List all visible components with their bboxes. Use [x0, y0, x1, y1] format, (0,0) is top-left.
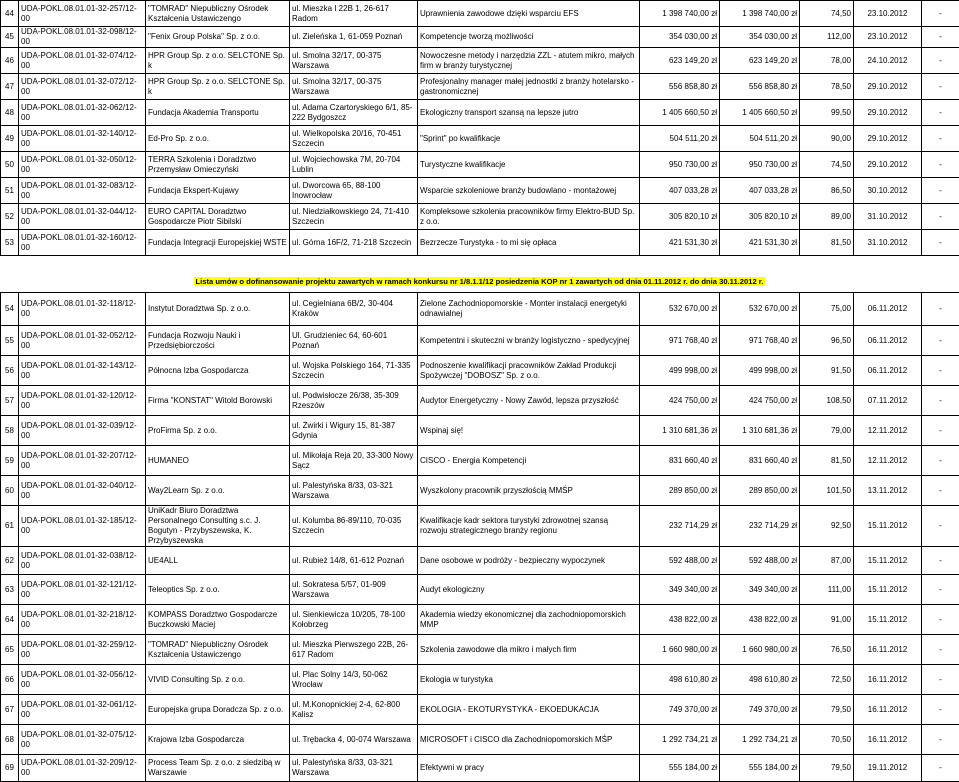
project-value: 532 670,00 zł — [640, 293, 720, 326]
score: 87,00 — [800, 547, 854, 575]
notes: - — [922, 178, 959, 204]
agreement-number: UDA-POKL.08.01.01-32-075/12-00 — [19, 725, 146, 755]
notes: - — [922, 230, 959, 256]
row-number: 67 — [1, 695, 19, 725]
beneficiary-address: ul. Smolna 32/17, 00-375 Warszawa — [290, 48, 418, 74]
score: 81,50 — [800, 446, 854, 476]
score: 96,50 — [800, 326, 854, 356]
project-value: 623 149,20 zł — [640, 48, 720, 74]
notes: - — [922, 386, 959, 416]
row-number: 55 — [1, 326, 19, 356]
row-number: 47 — [1, 74, 19, 100]
beneficiary-name: ProFirma Sp. z o.o. — [146, 416, 290, 446]
beneficiary-name: Way2Learn Sp. z o.o. — [146, 476, 290, 506]
project-value: 950 730,00 zł — [640, 152, 720, 178]
table-row — [1, 326, 959, 356]
funding-value: 498 610,80 zł — [720, 665, 800, 695]
signing-date: 07.11.2012 — [854, 386, 922, 416]
score: 99,50 — [800, 100, 854, 126]
agreement-number: UDA-POKL.08.01.01-32-098/12-00 — [19, 27, 146, 48]
beneficiary-address: ul. M.Konopnickiej 2-4, 62-800 Kalisz — [290, 695, 418, 725]
signing-date: 30.10.2012 — [854, 178, 922, 204]
beneficiary-name: "TOMRAD" Niepubliczny Ośrodek Kształcenia Ustawiczengo — [146, 635, 290, 665]
beneficiary-name: KOMPASS Doradztwo Gospodarcze Buczkowski Maciej — [146, 605, 290, 635]
table-row — [1, 605, 959, 635]
notes: - — [922, 446, 959, 476]
notes: - — [922, 1, 959, 27]
beneficiary-address: ul. Żwirki i Wigury 15, 81-387 Gdynia — [290, 416, 418, 446]
agreement-number: UDA-POKL.08.01.01-32-083/12-00 — [19, 178, 146, 204]
beneficiary-address: ul. Adama Czartoryskiego 6/1, 85-222 Bydgoszcz — [290, 100, 418, 126]
beneficiary-name: UniKadr Biuro Doradztwa Personalnego Consulting s.c. J. Bogutyn - Przybyszewska, K. Przybyszewska — [146, 506, 290, 547]
project-title: Akademia wiedzy ekonomicznej dla zachodniopomorskich MMP — [418, 605, 640, 635]
project-value: 831 660,40 zł — [640, 446, 720, 476]
funding-value: 349 340,00 zł — [720, 575, 800, 605]
project-value: 1 398 740,00 zł — [640, 1, 720, 27]
project-value: 555 184,00 zł — [640, 755, 720, 782]
agreement-number: UDA-POKL.08.01.01-32-121/12-00 — [19, 575, 146, 605]
project-title: Kompleksowe szkolenia pracowników firmy Elektro-BUD Sp. z o.o. — [418, 204, 640, 230]
funding-value: 1 310 681,36 zł — [720, 416, 800, 446]
funding-value: 555 184,00 zł — [720, 755, 800, 782]
contracts-table-october — [0, 0, 959, 256]
notes: - — [922, 27, 959, 48]
project-title: Wyszkolony pracownik przyszłością MMŚP — [418, 476, 640, 506]
project-value: 498 610,80 zł — [640, 665, 720, 695]
signing-date: 12.11.2012 — [854, 416, 922, 446]
beneficiary-address: ul. Cegielniana 6B/2, 30-404 Kraków — [290, 293, 418, 326]
beneficiary-name: "Fenix Group Polska" Sp. z o.o. — [146, 27, 290, 48]
beneficiary-name: EURO CAPITAL Doradztwo Gospodarcze Piotr Sibilski — [146, 204, 290, 230]
row-number: 68 — [1, 725, 19, 755]
notes: - — [922, 755, 959, 782]
project-value: 438 822,00 zł — [640, 605, 720, 635]
funding-value: 424 750,00 zł — [720, 386, 800, 416]
signing-date: 12.11.2012 — [854, 446, 922, 476]
funding-value: 831 660,40 zł — [720, 446, 800, 476]
project-value: 407 033,28 zł — [640, 178, 720, 204]
project-title: Szkolenia zawodowe dla mikro i małych firm — [418, 635, 640, 665]
beneficiary-name: Teleoptics Sp. z o.o. — [146, 575, 290, 605]
funding-value: 289 850,00 zł — [720, 476, 800, 506]
table-row — [1, 126, 959, 152]
beneficiary-name: Europejska grupa Doradcza Sp. z o.o. — [146, 695, 290, 725]
row-number: 54 — [1, 293, 19, 326]
funding-value: 504 511,20 zł — [720, 126, 800, 152]
beneficiary-address: ul. Sienkiewicza 10/205, 78-100 Kołobrzeg — [290, 605, 418, 635]
project-title: Audyt ekologiczny — [418, 575, 640, 605]
notes: - — [922, 204, 959, 230]
project-value: 289 850,00 zł — [640, 476, 720, 506]
project-title: CISCO - Energia Kompetencji — [418, 446, 640, 476]
beneficiary-name: Fundacja Rozwoju Nauki i Przedsiębiorczości — [146, 326, 290, 356]
notes: - — [922, 356, 959, 386]
beneficiary-name: UE4ALL — [146, 547, 290, 575]
project-value: 1 310 681,36 zł — [640, 416, 720, 446]
notes: - — [922, 74, 959, 100]
beneficiary-address: ul. Wielkopolska 20/16, 70-451 Szczecin — [290, 126, 418, 152]
row-number: 49 — [1, 126, 19, 152]
table-row — [1, 152, 959, 178]
project-title: Uprawnienia zawodowe dzięki wsparciu EFS — [418, 1, 640, 27]
signing-date: 16.11.2012 — [854, 635, 922, 665]
notes: - — [922, 126, 959, 152]
beneficiary-name: Process Team Sp. z o.o. z siedzibą w Warszawie — [146, 755, 290, 782]
notes: - — [922, 506, 959, 547]
row-number: 53 — [1, 230, 19, 256]
beneficiary-name: HPR Group Sp. z o.o. SELCTONE Sp. k — [146, 74, 290, 100]
notes: - — [922, 152, 959, 178]
signing-date: 23.10.2012 — [854, 1, 922, 27]
beneficiary-address: ul. Podwisłocze 26/38, 35-309 Rzeszów — [290, 386, 418, 416]
project-value: 971 768,40 zł — [640, 326, 720, 356]
project-title: Dane osobowe w podróży - bezpieczny wypoczynek — [418, 547, 640, 575]
row-number: 52 — [1, 204, 19, 230]
agreement-number: UDA-POKL.08.01.01-32-140/12-00 — [19, 126, 146, 152]
project-title: Wspinaj się! — [418, 416, 640, 446]
row-number: 66 — [1, 665, 19, 695]
signing-date: 15.11.2012 — [854, 547, 922, 575]
project-value: 349 340,00 zł — [640, 575, 720, 605]
score: 91,50 — [800, 356, 854, 386]
table-row — [1, 356, 959, 386]
row-number: 51 — [1, 178, 19, 204]
row-number: 50 — [1, 152, 19, 178]
row-number: 57 — [1, 386, 19, 416]
project-title: MICROSOFT i CISCO dla Zachodniopomorskich MŚP — [418, 725, 640, 755]
beneficiary-address: ul. Plac Solny 14/3, 50-062 Wrocław — [290, 665, 418, 695]
notes: - — [922, 547, 959, 575]
project-value: 499 998,00 zł — [640, 356, 720, 386]
table-row — [1, 506, 959, 547]
table-row — [1, 293, 959, 326]
table-row — [1, 386, 959, 416]
funding-value: 407 033,28 zł — [720, 178, 800, 204]
score: 92,50 — [800, 506, 854, 547]
beneficiary-address: ul. Rubież 14/8, 61-612 Poznań — [290, 547, 418, 575]
beneficiary-address: ul. Wojska Polskiego 164, 71-335 Szczecin — [290, 356, 418, 386]
table-row — [1, 575, 959, 605]
row-number: 58 — [1, 416, 19, 446]
project-value: 354 030,00 zł — [640, 27, 720, 48]
funding-value: 971 768,40 zł — [720, 326, 800, 356]
notes: - — [922, 575, 959, 605]
notes: - — [922, 326, 959, 356]
signing-date: 29.10.2012 — [854, 126, 922, 152]
score: 72,50 — [800, 665, 854, 695]
signing-date: 16.11.2012 — [854, 665, 922, 695]
notes: - — [922, 293, 959, 326]
funding-value: 1 405 660,50 zł — [720, 100, 800, 126]
signing-date: 06.11.2012 — [854, 293, 922, 326]
project-title: Zielone Zachodniopomorskie - Monter instalacji energetyki odnawialnej — [418, 293, 640, 326]
beneficiary-address: ul. Trębacka 4, 00-074 Warszawa — [290, 725, 418, 755]
score: 79,00 — [800, 416, 854, 446]
row-number: 44 — [1, 1, 19, 27]
agreement-number: UDA-POKL.08.01.01-32-061/12-00 — [19, 695, 146, 725]
project-value: 421 531,30 zł — [640, 230, 720, 256]
project-title: Ekologiczny transport szansą na lepsze jutro — [418, 100, 640, 126]
signing-date: 31.10.2012 — [854, 230, 922, 256]
agreement-number: UDA-POKL.08.01.01-32-062/12-00 — [19, 100, 146, 126]
score: 70,50 — [800, 725, 854, 755]
table-row — [1, 27, 959, 48]
table-row — [1, 416, 959, 446]
funding-value: 354 030,00 zł — [720, 27, 800, 48]
notes: - — [922, 665, 959, 695]
section-title-text: Lista umów o dofinansowanie projektu zawartych w ramach konkursu nr 1/8.1.1/12 posiedzenia KOP nr 1 zawartych od dnia 01.11.2012 r. do dnia 30.11.2012 r. — [194, 277, 766, 286]
agreement-number: UDA-POKL.08.01.01-32-118/12-00 — [19, 293, 146, 326]
score: 101,50 — [800, 476, 854, 506]
score: 86,50 — [800, 178, 854, 204]
agreement-number: UDA-POKL.08.01.01-32-050/12-00 — [19, 152, 146, 178]
agreement-number: UDA-POKL.08.01.01-32-207/12-00 — [19, 446, 146, 476]
project-value: 305 820,10 zł — [640, 204, 720, 230]
table-row — [1, 635, 959, 665]
funding-value: 592 488,00 zł — [720, 547, 800, 575]
funding-value: 438 822,00 zł — [720, 605, 800, 635]
agreement-number: UDA-POKL.08.01.01-32-044/12-00 — [19, 204, 146, 230]
agreement-number: UDA-POKL.08.01.01-32-143/12-00 — [19, 356, 146, 386]
signing-date: 23.10.2012 — [854, 27, 922, 48]
table-row — [1, 725, 959, 755]
row-number: 48 — [1, 100, 19, 126]
project-value: 232 714,29 zł — [640, 506, 720, 547]
table-row — [1, 204, 959, 230]
project-title: Kwalifikacje kadr sektora turystyki zdrowotnej szansą rozwoju strategicznego branży regionu — [418, 506, 640, 547]
funding-value: 532 670,00 zł — [720, 293, 800, 326]
score: 89,00 — [800, 204, 854, 230]
signing-date: 31.10.2012 — [854, 204, 922, 230]
table-row — [1, 230, 959, 256]
section-title — [0, 277, 959, 289]
funding-value: 749 370,00 zł — [720, 695, 800, 725]
score: 108,50 — [800, 386, 854, 416]
signing-date: 16.11.2012 — [854, 695, 922, 725]
beneficiary-name: Firma "KONSTAT" Witold Borowski — [146, 386, 290, 416]
row-number: 62 — [1, 547, 19, 575]
beneficiary-address: ul. Wojciechowska 7M, 20-704 Lublin — [290, 152, 418, 178]
table-row — [1, 48, 959, 74]
project-title: EKOLOGIA - EKOTURYSTYKA - EKOEDUKACJA — [418, 695, 640, 725]
table-row — [1, 74, 959, 100]
row-number: 45 — [1, 27, 19, 48]
agreement-number: UDA-POKL.08.01.01-32-160/12-00 — [19, 230, 146, 256]
signing-date: 29.10.2012 — [854, 74, 922, 100]
project-value: 749 370,00 zł — [640, 695, 720, 725]
beneficiary-address: Ul. Grudzieniec 64, 60-601 Poznań — [290, 326, 418, 356]
agreement-number: UDA-POKL.08.01.01-32-185/12-00 — [19, 506, 146, 547]
agreement-number: UDA-POKL.08.01.01-32-040/12-00 — [19, 476, 146, 506]
table-row — [1, 665, 959, 695]
beneficiary-name: VIVID Consulting Sp. z o.o. — [146, 665, 290, 695]
score: 76,50 — [800, 635, 854, 665]
table-row — [1, 100, 959, 126]
signing-date: 24.10.2012 — [854, 48, 922, 74]
beneficiary-address: ul. Górna 16F/2, 71-218 Szczecin — [290, 230, 418, 256]
agreement-number: UDA-POKL.08.01.01-32-120/12-00 — [19, 386, 146, 416]
project-title: Nowoczesne metody i narzędzia ZZL - atutem mikro, małych firm w branży turystycznej — [418, 48, 640, 74]
notes: - — [922, 725, 959, 755]
beneficiary-address: ul. Niedziałkowskiego 24, 71-410 Szczecin — [290, 204, 418, 230]
agreement-number: UDA-POKL.08.01.01-32-038/12-00 — [19, 547, 146, 575]
row-number: 69 — [1, 755, 19, 782]
project-title: Audytor Energetyczny - Nowy Zawód, lepsza przyszłość — [418, 386, 640, 416]
funding-value: 305 820,10 zł — [720, 204, 800, 230]
agreement-number: UDA-POKL.08.01.01-32-056/12-00 — [19, 665, 146, 695]
signing-date: 16.11.2012 — [854, 725, 922, 755]
row-number: 64 — [1, 605, 19, 635]
project-value: 592 488,00 zł — [640, 547, 720, 575]
project-title: Turystyczne kwalifikacje — [418, 152, 640, 178]
funding-value: 421 531,30 zł — [720, 230, 800, 256]
beneficiary-address: ul. Mieszka I 22B 1, 26-617 Radom — [290, 1, 418, 27]
funding-value: 232 714,29 zł — [720, 506, 800, 547]
beneficiary-address: ul. Kolumba 86-89/110, 70-035 Szczecin — [290, 506, 418, 547]
score: 74,50 — [800, 152, 854, 178]
beneficiary-name: Fundacja Ekspert-Kujawy — [146, 178, 290, 204]
funding-value: 499 998,00 zł — [720, 356, 800, 386]
agreement-number: UDA-POKL.08.01.01-32-259/12-00 — [19, 635, 146, 665]
beneficiary-address: ul. Palestyńska 8/33, 03-321 Warszawa — [290, 755, 418, 782]
notes: - — [922, 695, 959, 725]
notes: - — [922, 635, 959, 665]
beneficiary-address: ul. Zieleńska 1, 61-059 Poznań — [290, 27, 418, 48]
funding-value: 1 398 740,00 zł — [720, 1, 800, 27]
notes: - — [922, 416, 959, 446]
agreement-number: UDA-POKL.08.01.01-32-052/12-00 — [19, 326, 146, 356]
score: 79,50 — [800, 695, 854, 725]
notes: - — [922, 48, 959, 74]
signing-date: 29.10.2012 — [854, 100, 922, 126]
project-title: Bezrzecze Turystyka - to mi się opłaca — [418, 230, 640, 256]
score: 78,00 — [800, 48, 854, 74]
agreement-number: UDA-POKL.08.01.01-32-072/12-00 — [19, 74, 146, 100]
agreement-number: UDA-POKL.08.01.01-32-074/12-00 — [19, 48, 146, 74]
score: 75,00 — [800, 293, 854, 326]
funding-value: 1 660 980,00 zł — [720, 635, 800, 665]
signing-date: 15.11.2012 — [854, 506, 922, 547]
beneficiary-name: Ed-Pro Sp. z o.o. — [146, 126, 290, 152]
signing-date: 15.11.2012 — [854, 575, 922, 605]
funding-value: 950 730,00 zł — [720, 152, 800, 178]
row-number: 46 — [1, 48, 19, 74]
project-title: Profesjonalny manager małej jednostki z branży hotelarsko - gastronomicznej — [418, 74, 640, 100]
row-number: 59 — [1, 446, 19, 476]
beneficiary-address: ul. Mikołaja Reja 20, 33-300 Nowy Sącz — [290, 446, 418, 476]
table-row — [1, 755, 959, 782]
beneficiary-name: HUMANEO — [146, 446, 290, 476]
beneficiary-name: "TOMRAD" Niepubliczny Ośrodek Kształcenia Ustawiczengo — [146, 1, 290, 27]
notes: - — [922, 605, 959, 635]
beneficiary-name: Instytut Doradztwa Sp. z o.o. — [146, 293, 290, 326]
table-row — [1, 1, 959, 27]
beneficiary-name: HPR Group Sp. z o.o. SELCTONE Sp. k — [146, 48, 290, 74]
project-title: Podnoszenie kwalifikacji pracowników Zakład Produkcji Spożywczej "DOBOSZ" Sp. z o.o. — [418, 356, 640, 386]
beneficiary-name: Fundacja Akademia Transportu — [146, 100, 290, 126]
project-title: Wsparcie szkoleniowe branży budowlano - montażowej — [418, 178, 640, 204]
score: 81,50 — [800, 230, 854, 256]
score: 91,00 — [800, 605, 854, 635]
score: 90,00 — [800, 126, 854, 152]
beneficiary-name: Krajowa Izba Gospodarcza — [146, 725, 290, 755]
funding-value: 1 292 734,21 zł — [720, 725, 800, 755]
table-row — [1, 547, 959, 575]
row-number: 63 — [1, 575, 19, 605]
signing-date: 15.11.2012 — [854, 605, 922, 635]
project-title: Ekologia w turystyka — [418, 665, 640, 695]
table-row — [1, 695, 959, 725]
project-value: 424 750,00 zł — [640, 386, 720, 416]
beneficiary-address: ul. Palestyńska 8/33, 03-321 Warszawa — [290, 476, 418, 506]
agreement-number: UDA-POKL.08.01.01-32-218/12-00 — [19, 605, 146, 635]
project-value: 504 511,20 zł — [640, 126, 720, 152]
project-value: 1 405 660,50 zł — [640, 100, 720, 126]
signing-date: 19.11.2012 — [854, 755, 922, 782]
beneficiary-name: Fundacja Integracji Europejskiej WSTE — [146, 230, 290, 256]
score: 111,00 — [800, 575, 854, 605]
row-number: 56 — [1, 356, 19, 386]
score: 79,50 — [800, 755, 854, 782]
notes: - — [922, 100, 959, 126]
signing-date: 13.11.2012 — [854, 476, 922, 506]
row-number: 60 — [1, 476, 19, 506]
funding-value: 556 858,80 zł — [720, 74, 800, 100]
funding-value: 623 149,20 zł — [720, 48, 800, 74]
project-value: 1 660 980,00 zł — [640, 635, 720, 665]
signing-date: 06.11.2012 — [854, 356, 922, 386]
beneficiary-name: TERRA Szkolenia i Doradztwo Przemysław Omieczyński — [146, 152, 290, 178]
contracts-table-november — [0, 292, 959, 782]
score: 74,50 — [800, 1, 854, 27]
table-row — [1, 446, 959, 476]
row-number: 65 — [1, 635, 19, 665]
row-number: 61 — [1, 506, 19, 547]
signing-date: 06.11.2012 — [854, 326, 922, 356]
notes: - — [922, 476, 959, 506]
project-title: "Sprint" po kwalifikacje — [418, 126, 640, 152]
project-title: Kompetentni i skuteczni w branży logistyczno - spedycyjnej — [418, 326, 640, 356]
signing-date: 29.10.2012 — [854, 152, 922, 178]
agreement-number: UDA-POKL.08.01.01-32-257/12-00 — [19, 1, 146, 27]
project-title: Efektywni w pracy — [418, 755, 640, 782]
project-title: Kompetencje tworzą możliwości — [418, 27, 640, 48]
table-row — [1, 178, 959, 204]
project-value: 1 292 734,21 zł — [640, 725, 720, 755]
beneficiary-address: ul. Dworcowa 65, 88-100 Inowrocław — [290, 178, 418, 204]
score: 78,50 — [800, 74, 854, 100]
table-row — [1, 476, 959, 506]
beneficiary-name: Północna Izba Gospodarcza — [146, 356, 290, 386]
beneficiary-address: ul. Mieszka Pierwszego 22B, 26-617 Radom — [290, 635, 418, 665]
beneficiary-address: ul. Smolna 32/17, 00-375 Warszawa — [290, 74, 418, 100]
agreement-number: UDA-POKL.08.01.01-32-209/12-00 — [19, 755, 146, 782]
score: 112,00 — [800, 27, 854, 48]
beneficiary-address: ul. Sokratesa 5/57, 01-909 Warszawa — [290, 575, 418, 605]
project-value: 556 858,80 zł — [640, 74, 720, 100]
agreement-number: UDA-POKL.08.01.01-32-039/12-00 — [19, 416, 146, 446]
